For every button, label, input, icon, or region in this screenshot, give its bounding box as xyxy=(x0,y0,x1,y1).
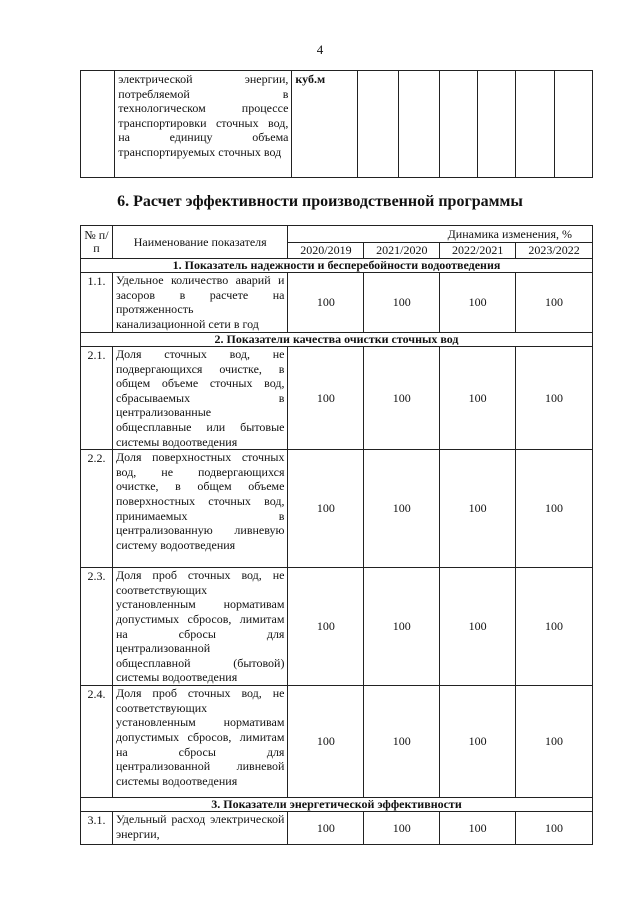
row-value: 100 xyxy=(364,347,440,450)
row-value: 100 xyxy=(288,568,364,686)
row-value: 100 xyxy=(440,347,516,450)
table-cell xyxy=(477,71,515,178)
table-cell xyxy=(554,71,592,178)
row-value: 100 xyxy=(516,347,593,450)
header-period: 2023/2022 xyxy=(516,243,593,259)
row-value: 100 xyxy=(440,273,516,333)
table-row xyxy=(81,568,593,686)
table-cell xyxy=(399,71,439,178)
row-number: 2.4. xyxy=(81,686,113,798)
row-value: 100 xyxy=(364,273,440,333)
row-value: 100 xyxy=(288,812,364,845)
table-cell xyxy=(81,71,115,178)
row-number: 2.2. xyxy=(81,450,113,568)
row-value: 100 xyxy=(288,273,364,333)
table-row xyxy=(81,450,593,568)
row-value: 100 xyxy=(516,568,593,686)
row-name: Удельное количество аварий и засоров в расчете на протяженность канализационной сети в год xyxy=(112,273,288,333)
table-row xyxy=(81,686,593,798)
row-value: 100 xyxy=(364,812,440,845)
efficiency-table xyxy=(80,225,593,845)
row-number: 3.1. xyxy=(81,812,113,845)
table-cell xyxy=(439,71,477,178)
header-dynamics: Динамика изменения, % xyxy=(288,226,593,243)
row-name: Доля проб сточных вод, не соответствующих установленным нормативам допустимых сбросов, лимитам на сбросы для централизованной общесплавной (бытовой) системы водоотведения xyxy=(112,568,288,686)
table-row xyxy=(81,273,593,333)
table-cell xyxy=(516,71,554,178)
header-period: 2021/2020 xyxy=(364,243,440,259)
row-name: Доля сточных вод, не подвергающихся очистке, в общем объеме сточных вод, сбрасываемых в централизованные общесплавные или бытовые системы водоотведения xyxy=(112,347,288,450)
page-number: 4 xyxy=(316,42,324,57)
row-value: 100 xyxy=(364,686,440,798)
group-row xyxy=(81,798,593,812)
table-header-row xyxy=(81,226,593,243)
row-value: 100 xyxy=(516,812,593,845)
header-number: № п/п xyxy=(81,226,113,259)
group-title: 2. Показатели качества очистки сточных вод xyxy=(81,333,593,347)
row-value: 100 xyxy=(516,450,593,568)
continuation-description: электрической энергии, потребляемой в технологическом процессе транспортировки сточных вод, на единицу объема транспортируемых сточных вод xyxy=(115,71,292,178)
row-value: 100 xyxy=(516,686,593,798)
row-number: 2.1. xyxy=(81,347,113,450)
group-title: 3. Показатели энергетической эффективности xyxy=(81,798,593,812)
group-row xyxy=(81,333,593,347)
continuation-table xyxy=(80,70,593,178)
row-number: 1.1. xyxy=(81,273,113,333)
row-name: Удельный расход электрической энергии, xyxy=(112,812,288,845)
row-value: 100 xyxy=(440,450,516,568)
row-value: 100 xyxy=(440,568,516,686)
group-row xyxy=(81,259,593,273)
row-value: 100 xyxy=(516,273,593,333)
row-value: 100 xyxy=(288,450,364,568)
row-number: 2.3. xyxy=(81,568,113,686)
row-value: 100 xyxy=(364,450,440,568)
continuation-unit: куб.м xyxy=(292,71,357,178)
table-cell xyxy=(357,71,398,178)
group-title: 1. Показатель надежности и бесперебойности водоотведения xyxy=(81,259,593,273)
row-value: 100 xyxy=(288,686,364,798)
header-period: 2020/2019 xyxy=(288,243,364,259)
table-row xyxy=(81,71,593,178)
row-value: 100 xyxy=(288,347,364,450)
row-name: Доля проб сточных вод, не соответствующих установленным нормативам допустимых сбросов, лимитам на сбросы для централизованной ливневой системы водоотведения xyxy=(112,686,288,798)
row-value: 100 xyxy=(440,812,516,845)
header-period: 2022/2021 xyxy=(440,243,516,259)
table-row xyxy=(81,347,593,450)
header-name: Наименование показателя xyxy=(112,226,288,259)
table-row xyxy=(81,812,593,845)
row-value: 100 xyxy=(440,686,516,798)
row-name: Доля поверхностных сточных вод, не подвергающихся очистке, в общем объеме поверхностных сточных вод, принимаемых в централизованную ливневую систему водоотведения xyxy=(112,450,288,568)
row-value: 100 xyxy=(364,568,440,686)
section-title: 6. Расчет эффективности производственной программы xyxy=(117,193,523,210)
